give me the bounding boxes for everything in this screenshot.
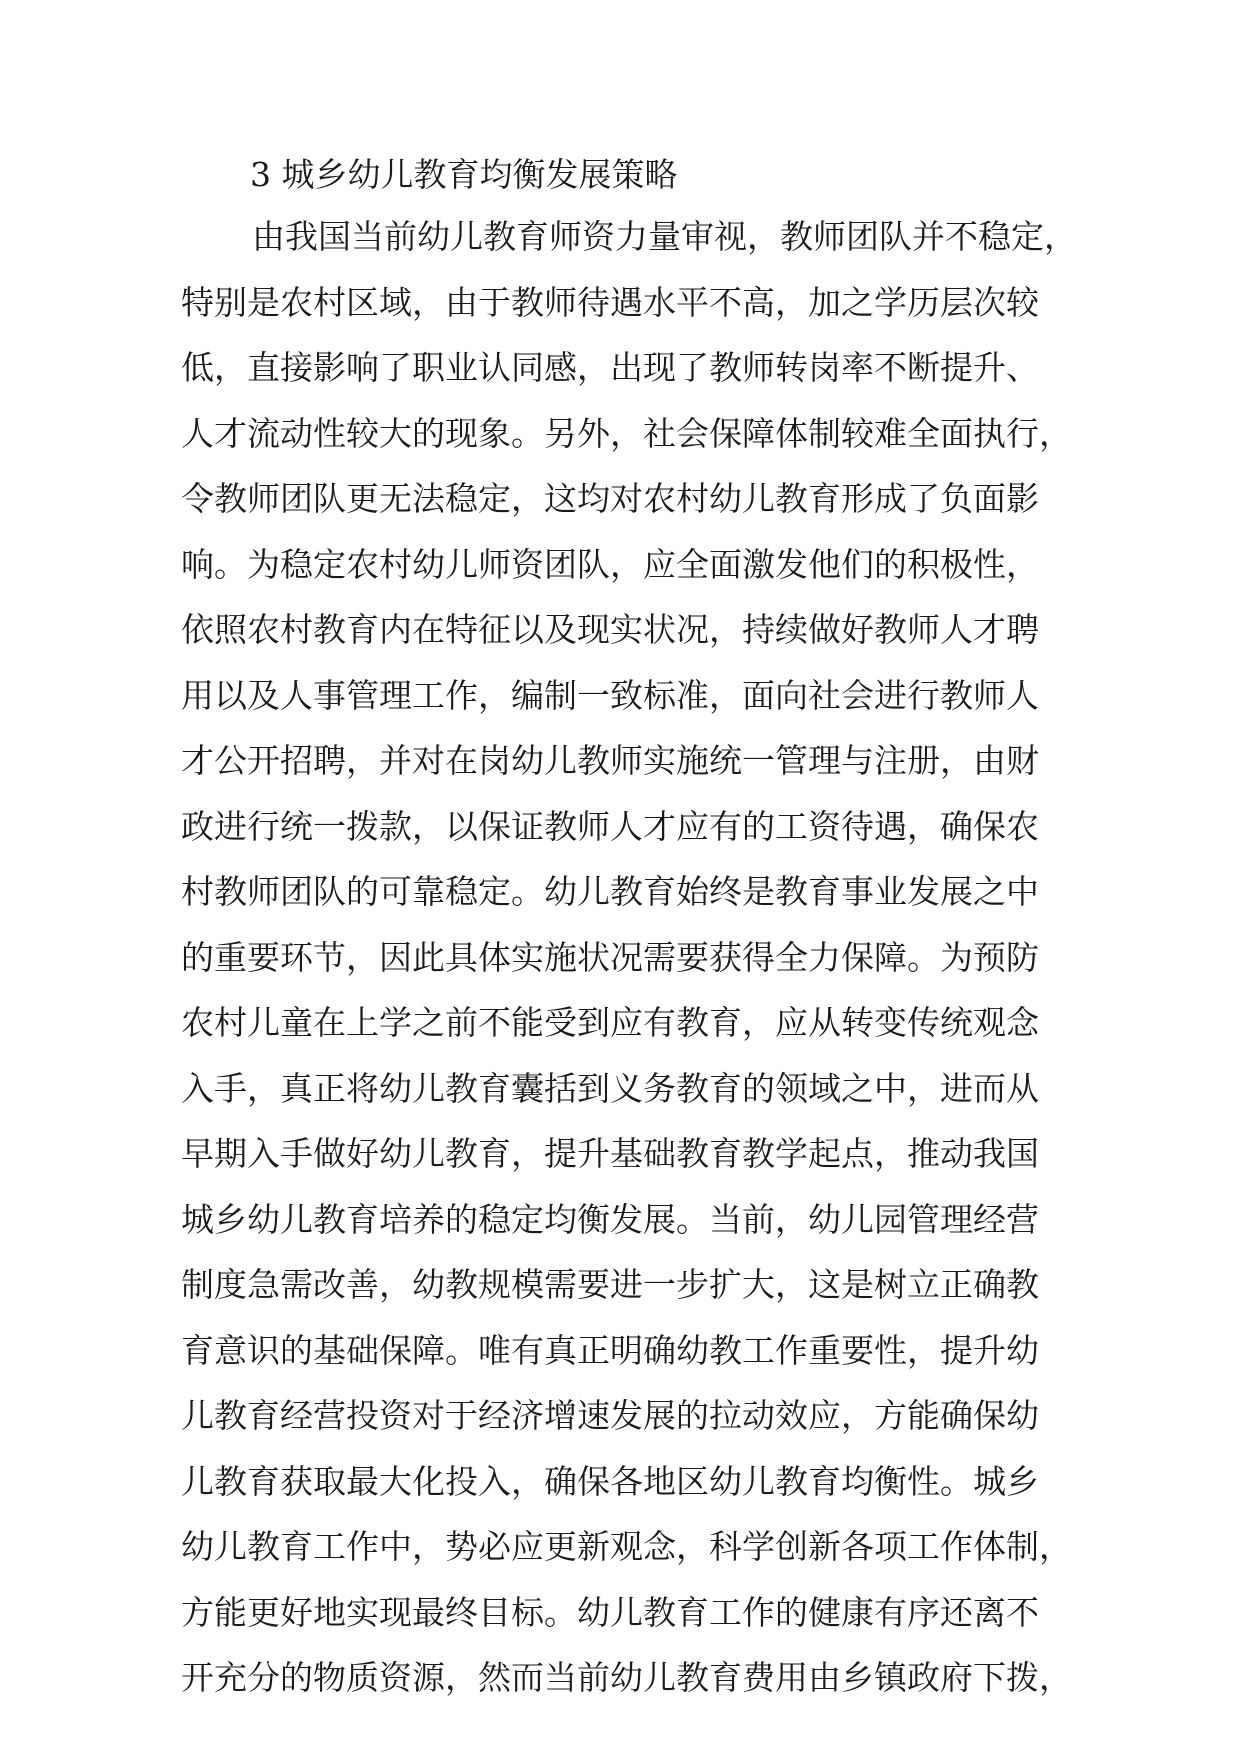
paragraph-line: 幼儿教育工作中，势必应更新观念，科学创新各项工作体制， xyxy=(181,1527,1072,1566)
paragraph-line: 由我国当前幼儿教育师资力量审视，教师团队并不稳定， xyxy=(252,217,1077,256)
paragraph-line: 响。为稳定农村幼儿师资团队，应全面激发他们的积极性， xyxy=(181,545,1039,584)
paragraph-line: 制度急需改善，幼教规模需要进一步扩大，这是树立正确教 xyxy=(181,1265,1039,1304)
paragraph-line: 令教师团队更无法稳定，这均对农村幼儿教育形成了负面影 xyxy=(181,479,1039,518)
paragraph-line: 政进行统一拨款，以保证教师人才应有的工资待遇，确保农 xyxy=(181,807,1039,846)
paragraph-line: 农村儿童在上学之前不能受到应有教育，应从转变传统观念 xyxy=(181,1003,1039,1042)
paragraph-line: 人才流动性较大的现象。另外，社会保障体制较难全面执行， xyxy=(181,414,1072,453)
paragraph-line: 的重要环节，因此具体实施状况需要获得全力保障。为预防 xyxy=(181,938,1039,977)
paragraph-line: 用以及人事管理工作，编制一致标准，面向社会进行教师人 xyxy=(181,676,1039,715)
paragraph-line: 依照农村教育内在特征以及现实状况，持续做好教师人才聘 xyxy=(181,610,1039,649)
paragraph-line: 特别是农村区域，由于教师待遇水平不高，加之学历层次较 xyxy=(181,283,1039,322)
paragraph-line: 城乡幼儿教育培养的稳定均衡发展。当前，幼儿园管理经营 xyxy=(181,1200,1039,1239)
paragraph-line: 早期入手做好幼儿教育，提升基础教育教学起点，推动我国 xyxy=(181,1134,1039,1173)
paragraph-line: 育意识的基础保障。唯有真正明确幼教工作重要性，提升幼 xyxy=(181,1331,1039,1370)
paragraph-line: 低，直接影响了职业认同感，出现了教师转岗率不断提升、 xyxy=(181,348,1039,387)
paragraph-line: 才公开招聘，并对在岗幼儿教师实施统一管理与注册，由财 xyxy=(181,741,1039,780)
paragraph-line: 村教师团队的可靠稳定。幼儿教育始终是教育事业发展之中 xyxy=(181,872,1039,911)
section-heading: 3 城乡幼儿教育均衡发展策略 xyxy=(250,155,678,194)
paragraph-line: 方能更好地实现最终目标。幼儿教育工作的健康有序还离不 xyxy=(181,1593,1039,1632)
paragraph-line: 开充分的物质资源，然而当前幼儿教育费用由乡镇政府下拨， xyxy=(181,1658,1072,1697)
paragraph-line: 儿教育获取最大化投入，确保各地区幼儿教育均衡性。城乡 xyxy=(181,1462,1039,1501)
paragraph-line: 入手，真正将幼儿教育囊括到义务教育的领域之中，进而从 xyxy=(181,1069,1039,1108)
paragraph-line: 儿教育经营投资对于经济增速发展的拉动效应，方能确保幼 xyxy=(181,1396,1039,1435)
